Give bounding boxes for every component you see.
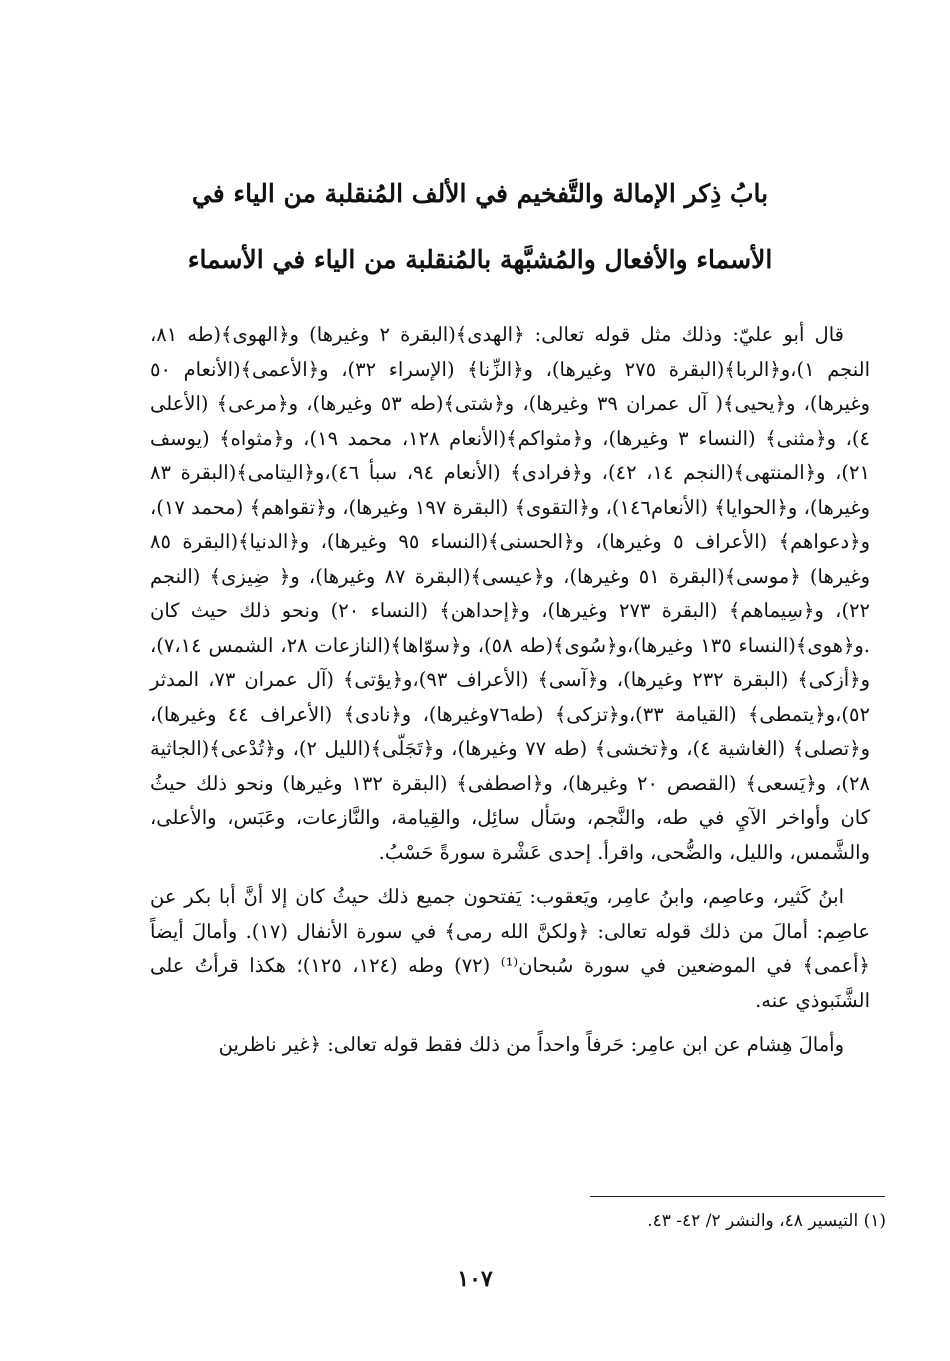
paragraph-2: ابنُ كَثير، وعاصِم، وابنُ عامِر، ويَعقوب: يَفتحون جميع ذلك حيثُ كان إلا أنَّ أبا بكر عن عاصِم: أمالَ من ذلك قوله تعالى: ﴿ولكنَّ الله رمى﴾ في سورة الأنفال (١٧). وأمالَ أيضاً ﴿أعمى﴾ في الموضعين في سورة سُبحان⁽¹⁾ (٧٢) وطه (١٢٤، ١٢٥)؛ هكذا قرأتُ على الشَّنَبوذي عنه. (150, 885, 870, 1012)
body-text (150, 318, 870, 1063)
chapter-title-line-1: بابُ ذِكر الإمالة والتَّفخيم في الألف المُنقلبة من الياء في (191, 179, 769, 208)
paragraph-1: قال أبو عليّ: وذلك مثل قوله تعالى: ﴿الهدى﴾(البقرة ٢ وغيرها) و﴿الهوى﴾(طه ٨١، النجم ١)،و﴿الربا﴾(البقرة ٢٧٥ وغيرها)، و﴿الزِّنا﴾ (الإسراء ٣٢)، و﴿الأعمى﴾(الأنعام ٥٠ وغيرها)، و﴿يحيى﴾( آل عمران ٣٩ وغيرها)، و﴿شتى﴾(طه ٥٣ وغيرها)، و﴿مرعى﴾ (الأعلى ٤)، و﴿مثنى﴾ (النساء ٣ وغيرها)، و﴿مثواكم﴾(الأنعام ١٢٨، محمد ١٩)، و﴿مثواه﴾ (يوسف ٢١)، و﴿المنتهى﴾(النجم ١٤، ٤٢)، و﴿فرادى﴾ (الأنعام ٩٤، سبأ ٤٦)،و﴿اليتامى﴾(البقرة ٨٣ وغيرها)، و﴿الحوايا﴾ (الأنعام١٤٦)، و﴿التقوى﴾ (البقرة ١٩٧ وغيرها)، و﴿تقواهم﴾ (محمد ١٧)، و﴿دعواهم﴾ (الأعراف ٥ وغيرها)، و﴿الحسنى﴾(النساء ٩٥ وغيرها)، و﴿الدنيا﴾(البقرة ٨٥ وغيرها) ﴿موسى﴾(البقرة ٥١ وغيرها)، و﴿عيسى﴾(البقرة ٨٧ وغيرها)، و﴿ ضِيزى﴾ (النجم ٢٢)، و﴿سِيماهم﴾ (البقرة ٢٧٣ وغيرها)، و﴿إحداهن﴾ (النساء ٢٠) ونحو ذلك حيث كان .و﴿هوى﴾(النساء ١٣٥ وغيرها)،و﴿سُوى﴾(طه ٥٨)، و﴿سوّاها﴾(النازعات ٢٨، الشمس ٧،١٤)، و﴿أزكى﴾ (البقرة ٢٣٢ وغيرها)، و﴿آسى﴾ (الأعراف ٩٣)،و﴿يؤتى﴾ (آل عمران ٧٣، المدثر ٥٢)،و﴿يتمطى﴾ (القيامة ٣٣)،و﴿تزكى﴾ (طه٧٦وغيرها)، و﴿نادى﴾ (الأعراف ٤٤ وغيرها)، و﴿تصلى﴾ (الغاشية ٤)، و﴿تخشى﴾ (طه ٧٧ وغيرها)، و﴿تَجَلّى﴾(الليل ٢)، و﴿تُدْعى﴾(الجاثية ٢٨)، و﴿يَسعى﴾ (القصص ٢٠ وغيرها)، و﴿اصطفى﴾ (البقرة ١٣٢ وغيرها) ونحو ذلك حيثُ كان وأواخر الآيِ في طه، والنَّجم، وسَأل سائِل، والقِيامة، والنَّازعات، وعَبَس، والأعلى، والشَّمس، والليل، والضُّحى، واقرأ. إحدى عَشْرة سورةً حَسْبُ. (150, 323, 871, 864)
footnote-divider (590, 1196, 885, 1197)
paragraph-3: وأمالَ هِشام عن ابن عامِر: حَرفاً واحداً من ذلك فقط قوله تعالى: ﴿غير ناظرين (218, 1033, 844, 1056)
page-number: ١٠٧ (457, 1266, 493, 1292)
chapter-title-line-2: الأسماء والأفعال والمُشبَّهة بالمُنقلبة من الياء في الأسماء (187, 245, 773, 274)
footnote: (١) التيسير ٤٨، والنشر ٢/ ٤٢- ٤٣. (647, 1211, 886, 1231)
